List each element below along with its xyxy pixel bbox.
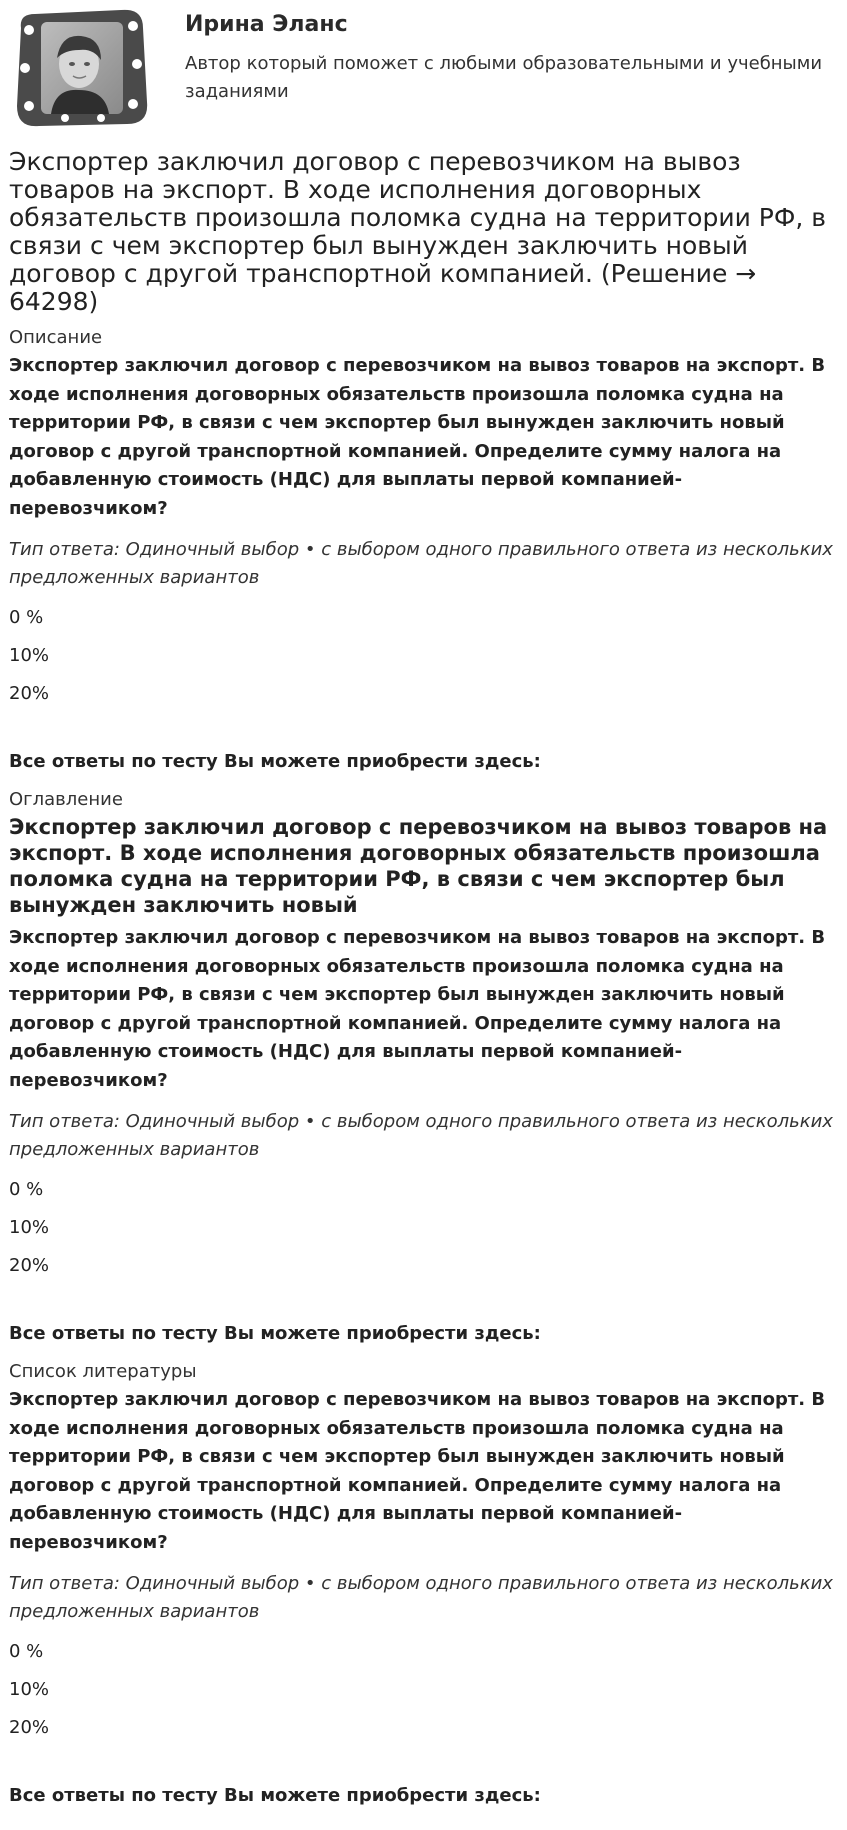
answer-option: 20% (9, 683, 50, 704)
answer-option: 20% (9, 1255, 50, 1276)
answer-type: Тип ответа: Одиночный выбор • с выбором одного правильного ответа из нескольких предложенных вариантов (9, 539, 833, 588)
section-heading: Экспортер заключил договор с перевозчиком на вывоз товаров на экспорт. В ходе исполнения договорных обязательств произошла поломка судна на территории РФ, в связи с чем экспортер был вынужден заключить новый (9, 815, 828, 917)
section-references (9, 1360, 839, 1810)
answer-option: 0 % (9, 1179, 44, 1200)
answer-options (9, 604, 839, 708)
answer-type: Тип ответа: Одиночный выбор • с выбором одного правильного ответа из нескольких предложенных вариантов (9, 1111, 833, 1160)
answer-option: 20% (9, 1717, 50, 1738)
answer-option: 10% (9, 1217, 50, 1238)
page (9, 0, 839, 1810)
buy-answers-text: Все ответы по тесту Вы можете приобрести здесь: (9, 751, 541, 772)
section-contents (9, 788, 839, 1348)
section-label: Описание (9, 327, 103, 348)
question-text: Экспортер заключил договор с перевозчиком на вывоз товаров на экспорт. В ходе исполнения договорных обязательств произошла поломка судна на территории РФ, в связи с чем экспортер был вынужден заключить новый договор с другой транспортной компанией. Определите сумму налога на добавленную стоимость (НДС) для выплаты первой компанией-перевозчиком? (9, 1389, 826, 1553)
answer-options (9, 1638, 839, 1742)
answer-option: 0 % (9, 607, 44, 628)
section-label: Список литературы (9, 1361, 197, 1382)
answer-option: 10% (9, 1679, 50, 1700)
buy-answers-text: Все ответы по тесту Вы можете приобрести здесь: (9, 1785, 541, 1806)
author-block (9, 0, 839, 140)
answer-option: 0 % (9, 1641, 44, 1662)
author-description: Автор который поможет с любыми образовательными и учебными заданиями (185, 53, 823, 102)
buy-answers-text: Все ответы по тесту Вы можете приобрести здесь: (9, 1323, 541, 1344)
question-text: Экспортер заключил договор с перевозчиком на вывоз товаров на экспорт. В ходе исполнения договорных обязательств произошла поломка судна на территории РФ, в связи с чем экспортер был вынужден заключить новый договор с другой транспортной компанией. Определите сумму налога на добавленную стоимость (НДС) для выплаты первой компанией-перевозчиком? (9, 355, 826, 519)
question-text: Экспортер заключил договор с перевозчиком на вывоз товаров на экспорт. В ходе исполнения договорных обязательств произошла поломка судна на территории РФ, в связи с чем экспортер был вынужден заключить новый договор с другой транспортной компанией. Определите сумму налога на добавленную стоимость (НДС) для выплаты первой компанией-перевозчиком? (9, 927, 826, 1091)
page-title: Экспортер заключил договор с перевозчиком на вывоз товаров на экспорт. В ходе исполнения договорных обязательств произошла поломка судна на территории РФ, в связи с чем экспортер был вынужден заключить новый договор с другой транспортной компанией. (Решение → 64298) (9, 147, 826, 316)
avatar[interactable] (9, 6, 151, 130)
section-label: Оглавление (9, 789, 123, 810)
author-name[interactable]: Ирина Эланс (185, 12, 348, 37)
section-description (9, 326, 839, 776)
answer-type: Тип ответа: Одиночный выбор • с выбором одного правильного ответа из нескольких предложенных вариантов (9, 1573, 833, 1622)
answer-options (9, 1176, 839, 1280)
answer-option: 10% (9, 645, 50, 666)
